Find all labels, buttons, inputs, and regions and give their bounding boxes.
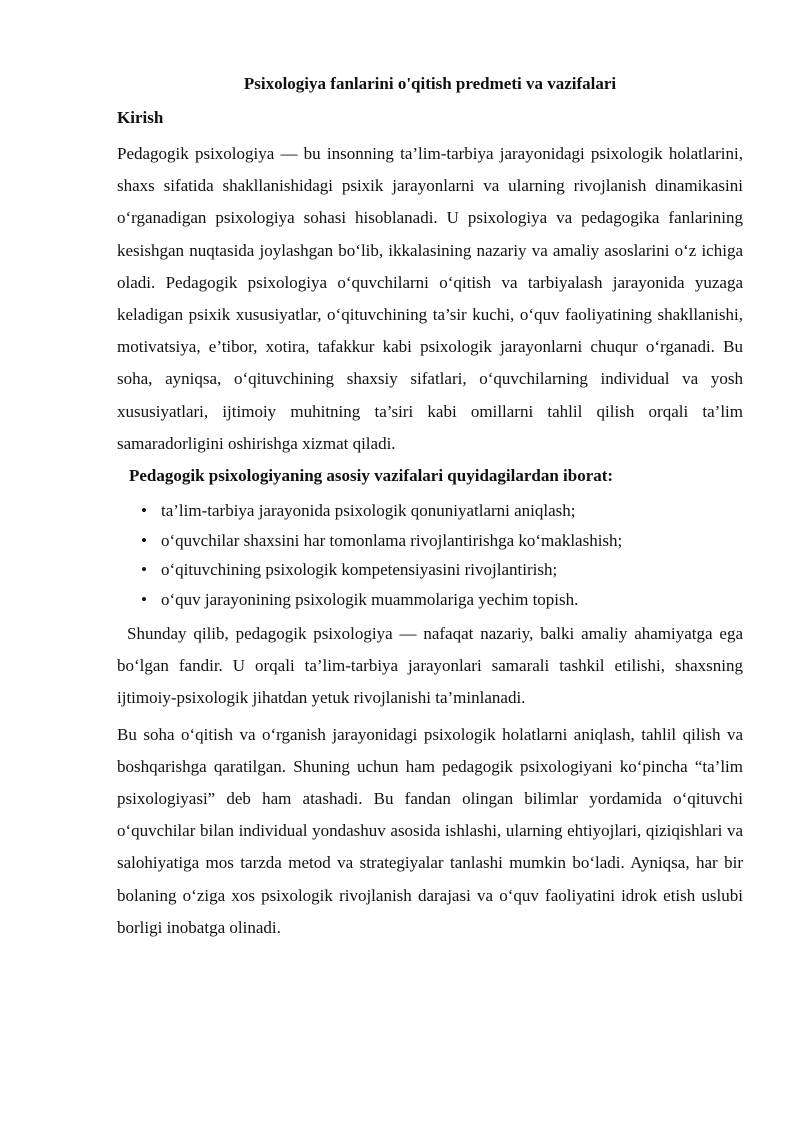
conclusion-paragraph: Shunday qilib, pedagogik psixologiya — nafaqat nazariy, balki amaliy ahamiyatga ega bo‘lgan fandir. U orqali ta’lim-tarbiya jarayonlari samarali tashkil etilishi, shaxsning ijtimoiy-psixologik jihatdan yetuk rivojlanishi ta’minlanadi. [117, 624, 743, 708]
body-paragraph: Bu soha o‘qitish va o‘rganish jarayonidagi psixologik holatlarni aniqlash, tahlil qilish va boshqarishga qaratilgan. Shuning uchun ham pedagogik psixologiyani ko‘pincha “ta’lim psixologiyasi” deb ham atashadi. Bu fandan olingan bilimlar yordamida o‘qituvchi o‘quvchilar bilan individual yondashuv asosida ishlashi, ularning ehtiyojlari, qiziqishlari va salohiyatiga mos tarzda metod va strategiyalar tanlashi mumkin bo‘ladi. Ayniqsa, har bir bolaning o‘ziga xos psixologik rivojlanish darajasi va o‘quv faoliyatini idrok etish uslubi borligi inobatga olinadi. [117, 724, 743, 937]
intro-heading: Kirish [117, 108, 164, 127]
list-item: • o‘quvchilar shaxsini har tomonlama rivojlantirishga ko‘maklashish; [117, 526, 743, 556]
list-item: • ta’lim-tarbiya jarayonida psixologik qonuniyatlarni aniqlash; [117, 496, 743, 526]
document-page [117, 72, 743, 944]
list-item: • o‘quv jarayonining psixologik muammolariga yechim topish. [117, 585, 743, 615]
list-item: • o‘qituvchining psixologik kompetensiyasini rivojlantirish; [117, 555, 743, 585]
tasks-list [117, 496, 743, 614]
tasks-heading: Pedagogik psixologiyaning asosiy vazifalari quyidagilardan iborat: [129, 466, 614, 486]
document-title: Psixologiya fanlarini o'qitish predmeti va vazifalari [243, 74, 617, 93]
intro-paragraph: Pedagogik psixologiya — bu insonning ta’lim-tarbiya jarayonidagi psixologik holatlarini, shaxs sifatida shakllanishidagi psixik jarayonlarni va ularning rivojlanish dinamikasini o‘rganadigan psixologiya sohasi hisoblanadi. U psixologiya va pedagogika fanlarining kesishgan nuqtasida joylashgan bo‘lib, ikkalasining nazariy va amaliy asoslarini o‘z ichiga oladi. Pedagogik psixologiya o‘quvchilarni o‘qitish va tarbiyalash jarayonida yuzaga keladigan psixik xususiyatlar, o‘qituvchining ta’sir kuchi, o‘quv faoliyatining shakllanishi, motivatsiya, e’tibor, xotira, tafakkur kabi psixologik jarayonlarni chuqur o‘rganadi. Bu soha, ayniqsa, o‘qituvchining shaxsiy sifatlari, o‘quvchilarning individual va yosh xususiyatlari, ijtimoiy muhitning ta’siri kabi omillarni tahlil qilish orqali ta’lim samaradorligini oshirishga xizmat qiladi. [117, 144, 743, 453]
